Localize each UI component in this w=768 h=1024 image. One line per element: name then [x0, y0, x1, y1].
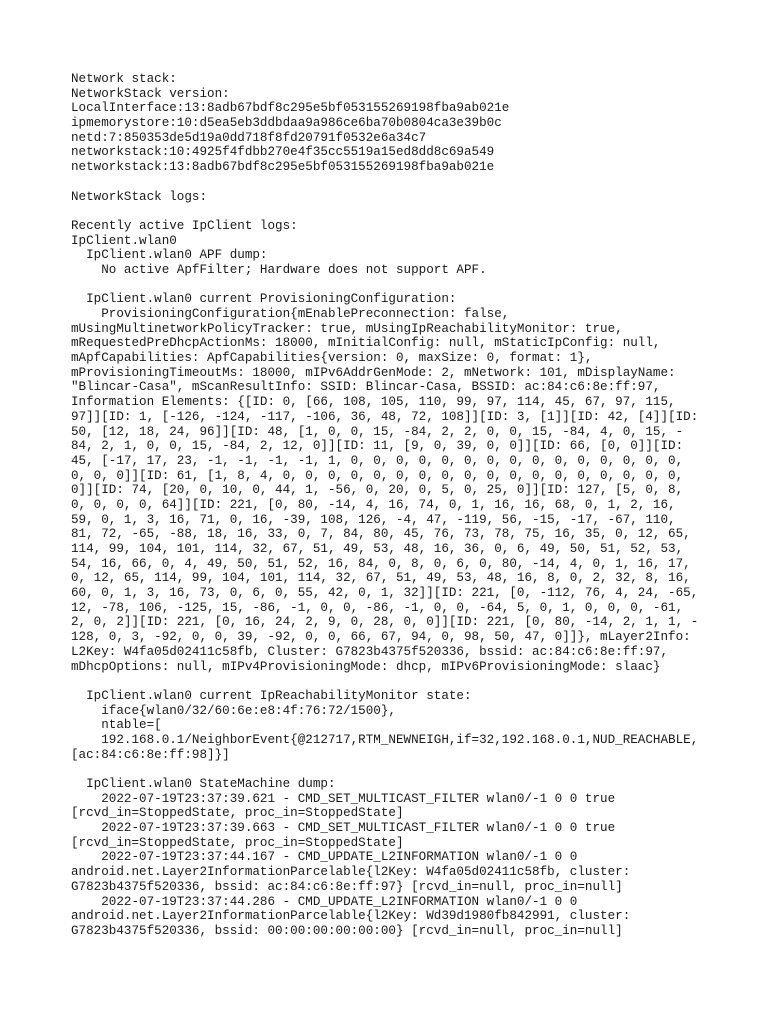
- log-line: G7823b4375f520336, bssid: ac:84:c6:8e:ff:97} [rcvd_in=null, proc_in=null]: [71, 879, 623, 894]
- log-line: [71, 175, 711, 190]
- log-line: 114, 99, 104, 101, 114, 32, 67, 51, 49, 53, 48, 16, 36, 0, 6, 49, 50, 51, 52, 53,: [71, 542, 684, 556]
- log-line: G7823b4375f520336, bssid: 00:00:00:00:00:00} [rcvd_in=null, proc_in=null]: [71, 923, 623, 938]
- log-line: [71, 204, 711, 219]
- log-line: IpClient.wlan0 current ProvisioningConfiguration:: [71, 292, 457, 307]
- log-line: "Blincar-Casa", mScanResultInfo: SSID: Blincar-Casa, BSSID: ac:84:c6:8e:ff:97,: [71, 380, 661, 395]
- log-line: [71, 278, 711, 293]
- log-line: Information Elements: {[ID: 0, [66, 108, 105, 110, 99, 97, 114, 45, 67, 97, 115,: [71, 395, 676, 410]
- log-line: android.net.Layer2InformationParcelable{l2Key: W4fa05d02411c58fb, cluster:: [71, 865, 631, 880]
- log-line: IpClient.wlan0 StateMachine dump:: [71, 777, 336, 791]
- log-line: No active ApfFilter; Hardware does not support APF.: [71, 262, 487, 277]
- log-line: [rcvd_in=StoppedState, proc_in=StoppedState]: [71, 835, 404, 850]
- log-line: 2022-07-19T23:37:44.286 - CMD_UPDATE_L2INFORMATION wlan0/-1 0 0: [71, 894, 578, 909]
- log-line: 59, 0, 1, 3, 16, 71, 0, 16, -39, 108, 126, -4, 47, -119, 56, -15, -17, -67, 110,: [71, 512, 676, 527]
- log-line: mApfCapabilities: ApfCapabilities{version: 0, maxSize: 0, format: 1},: [71, 351, 593, 366]
- log-line: mRequestedPreDhcpActionMs: 18000, mInitialConfig: null, mStaticIpConfig: null,: [71, 336, 661, 351]
- log-line: 60, 0, 1, 3, 16, 73, 0, 6, 0, 55, 42, 0, 1, 32]][ID: 221, [0, -112, 76, 4, 24, -65,: [71, 586, 699, 601]
- log-line: networkstack:10:4925f4fdbb270e4f35cc5519a15ed8dd8c69a549: [71, 145, 495, 160]
- log-line: mDhcpOptions: null, mIPv4ProvisioningMode: dhcp, mIPv6ProvisioningMode: slaac}: [71, 659, 661, 674]
- log-line: IpClient.wlan0: [71, 233, 177, 248]
- log-line: 2, 0, 2]][ID: 221, [0, 16, 24, 2, 9, 0, 28, 0, 0]][ID: 221, [0, 80, -14, 2, 1, 1, -: [71, 615, 699, 630]
- log-line: 192.168.0.1/NeighborEvent{@212717,RTM_NEWNEIGH,if=32,192.168.0.1,NUD_REACHABLE,: [71, 732, 699, 747]
- log-line: Network stack:: [71, 72, 177, 86]
- log-line: ntable=[: [71, 718, 162, 733]
- log-line: [71, 674, 711, 689]
- log-document: [71, 72, 711, 939]
- log-line: L2Key: W4fa05d02411c58fb, Cluster: G7823b4375f520336, bssid: ac:84:c6:8e:ff:97,: [71, 644, 669, 659]
- log-line: android.net.Layer2InformationParcelable{l2Key: Wd39d1980fb842991, cluster:: [71, 909, 631, 924]
- log-line: 0, 0, 0]][ID: 61, [1, 8, 4, 0, 0, 0, 0, 0, 0, 0, 0, 0, 0, 0, 0, 0, 0, 0, 0, 0, 0,: [71, 468, 684, 483]
- log-line: mUsingMultinetworkPolicyTracker: true, mUsingIpReachabilityMonitor: true,: [71, 321, 623, 336]
- log-line: 81, 72, -65, -88, 18, 16, 33, 0, 7, 84, 80, 45, 76, 73, 78, 75, 16, 35, 0, 12, 65,: [71, 527, 691, 542]
- log-line: IpClient.wlan0 current IpReachabilityMonitor state:: [71, 688, 472, 703]
- log-line: iface{wlan0/32/60:6e:e8:4f:76:72/1500},: [71, 703, 396, 718]
- log-line: 50, [12, 18, 24, 96]][ID: 48, [1, 0, 0, 15, -84, 2, 2, 0, 0, 15, -84, 4, 0, 15, -: [71, 424, 684, 439]
- log-line: NetworkStack logs:: [71, 189, 208, 204]
- log-line: [rcvd_in=StoppedState, proc_in=StoppedState]: [71, 806, 404, 821]
- log-line: 2022-07-19T23:37:44.167 - CMD_UPDATE_L2INFORMATION wlan0/-1 0 0: [71, 850, 578, 865]
- log-line: netd:7:850353de5d19a0dd718f8fd20791f0532e6a34c7: [71, 130, 427, 145]
- log-line: 2022-07-19T23:37:39.621 - CMD_SET_MULTICAST_FILTER wlan0/-1 0 0 true: [71, 791, 616, 806]
- log-line: [ac:84:c6:8e:ff:98]}]: [71, 747, 230, 762]
- log-line: Recently active IpClient logs:: [71, 218, 298, 233]
- log-line: 0, 0, 0, 0, 64]][ID: 221, [0, 80, -14, 4, 16, 74, 0, 1, 16, 16, 68, 0, 1, 2, 16,: [71, 497, 676, 512]
- log-line: 84, 2, 1, 0, 0, 15, -84, 2, 12, 0]][ID: 11, [9, 0, 39, 0, 0]][ID: 66, [0, 0]][ID:: [71, 439, 684, 454]
- log-line: mProvisioningTimeoutMs: 18000, mIPv6AddrGenMode: 2, mNetwork: 101, mDisplayName:: [71, 365, 676, 380]
- log-line: 2022-07-19T23:37:39.663 - CMD_SET_MULTICAST_FILTER wlan0/-1 0 0 true: [71, 821, 616, 836]
- log-line: ProvisioningConfiguration{mEnablePreconnection: false,: [71, 307, 510, 321]
- log-line: 12, -78, 106, -125, 15, -86, -1, 0, 0, -86, -1, 0, 0, -64, 5, 0, 1, 0, 0, 0, -61,: [71, 600, 684, 615]
- log-line: 0]][ID: 74, [20, 0, 10, 0, 44, 1, -56, 0, 20, 0, 5, 0, 25, 0]][ID: 127, [5, 0, 8,: [71, 483, 684, 498]
- log-line: IpClient.wlan0 APF dump:: [71, 248, 268, 263]
- log-line: NetworkStack version:: [71, 86, 230, 101]
- log-line: 54, 16, 66, 0, 4, 49, 50, 51, 52, 16, 84, 0, 8, 0, 6, 0, 80, -14, 4, 0, 1, 16, 17,: [71, 556, 691, 571]
- log-line: 45, [-17, 17, 23, -1, -1, -1, -1, 1, 0, 0, 0, 0, 0, 0, 0, 0, 0, 0, 0, 0, 0, 0, 0,: [71, 453, 684, 468]
- log-line: LocalInterface:13:8adb67bdf8c295e5bf053155269198fba9ab021e: [71, 101, 510, 116]
- log-line: networkstack:13:8adb67bdf8c295e5bf053155269198fba9ab021e: [71, 160, 495, 175]
- log-line: 0, 12, 65, 114, 99, 104, 101, 114, 32, 67, 51, 49, 53, 48, 16, 8, 0, 2, 32, 8, 16,: [71, 571, 691, 586]
- log-line: 97]][ID: 1, [-126, -124, -117, -106, 36, 48, 72, 108]][ID: 3, [1]][ID: 42, [4]][ID:: [71, 409, 699, 424]
- log-line: ipmemorystore:10:d5ea5eb3ddbdaa9a986ce6ba70b0804ca3e39b0c: [71, 116, 502, 131]
- log-line: 128, 0, 3, -92, 0, 0, 39, -92, 0, 0, 66, 67, 94, 0, 98, 50, 47, 0]]}, mLayer2Info:: [71, 630, 691, 645]
- log-line: [71, 762, 711, 777]
